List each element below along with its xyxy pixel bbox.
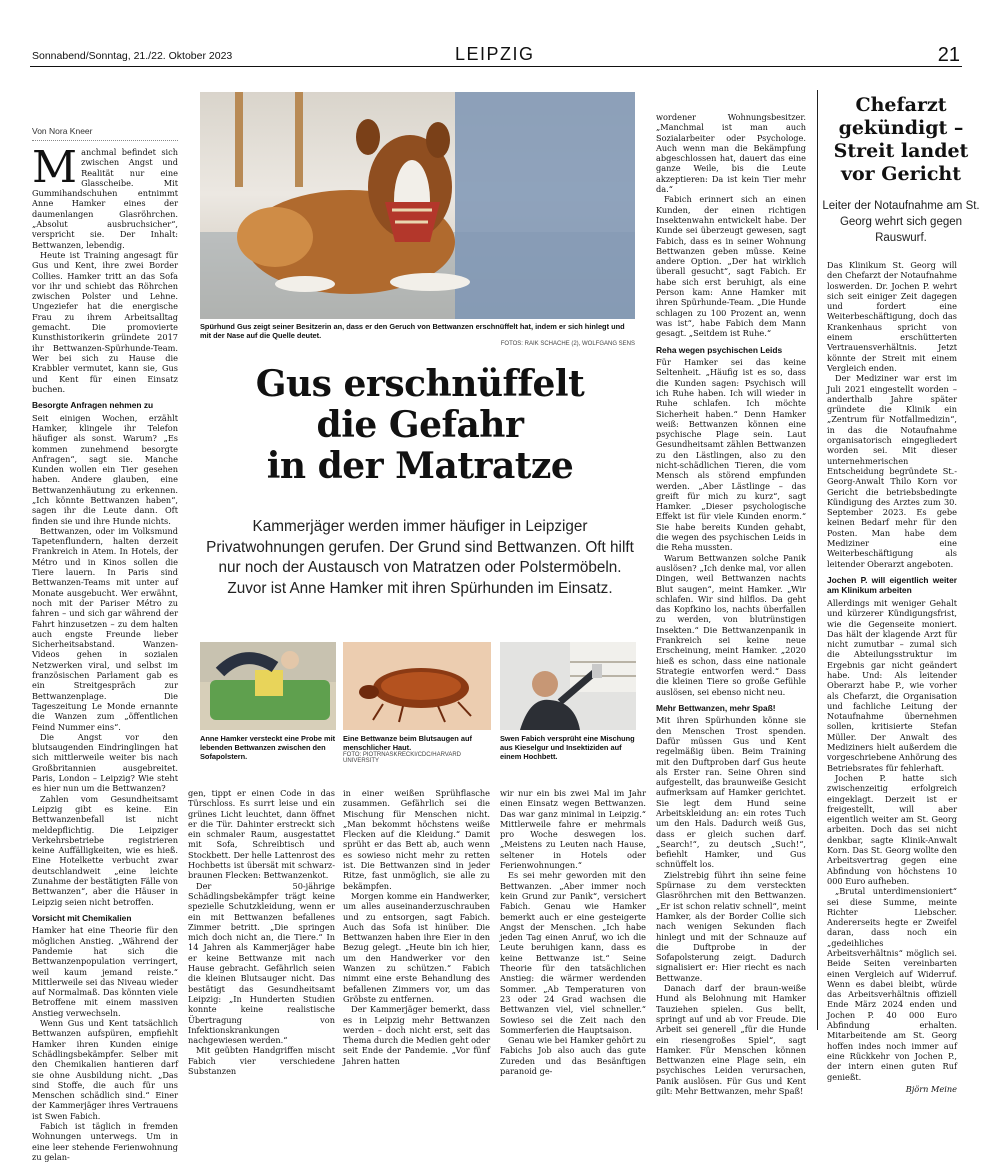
paragraph: Genau wie bei Hamker gehört zu Fabichs Job also auch das gute Zureden und das Besänftigen paranoid ge- [500,1035,646,1077]
main-photo-dog [200,92,635,319]
subheading: Vorsicht mit Chemikalien [32,912,132,923]
sidebar-headline: Chefarzt gekündigt – Streit landet vor Gericht [833,94,969,185]
author-signature: Björn Meine [905,1083,957,1094]
article-headline: Gus erschnüffelt die Gefahr in der Matratze [255,363,585,487]
article-teaser: Kammerjäger werden immer häufiger in Leipziger Privatwohnungen gerufen. Der Grund sind Bettwanzen. Oft hilft nur noch der Austausch von Matratzen oder Polstermöbeln. Zuvor ist Anne Hamker mit ihren Spürhunden im Einsatz. [206,518,634,597]
article-column-2 [188,788,335,1077]
sidebar-subhead: Leiter der Notaufnahme am St. Georg wehrt sich gegen Rauswurf. [822,200,980,244]
caption-bedbug: Eine Bettwanze beim Blutsaugen auf menschlicher Haut. FOTO: PIOTRNASKRECKI/CDC/HARVARD UNIVERSITY [343,734,493,764]
paragraph: Mit geübten Handgriffen mischt Fabich vier verschiedene Substanzen [188,1045,335,1077]
paragraph: Das Klinikum St. Georg will den Chefarzt der Notaufnahme loswerden. Dr. Jochen P. wehrt sich seit einiger Zeit dagegen und fordert eine Weiterbeschäftigung, doch das Krankenhaus spricht von einem erschütterten Vertrauensverhältnis. Jetzt könnte der Streit mit einem Vergleich enden. [827,260,957,373]
paragraph: Zahlen vom Gesundheitsamt Leipzig gibt es keine. Ein Bettwanzenbefall ist nicht meldepflichtig. Die Leipziger Verkehrsbetriebe registrieren keine Auffälligkeiten, wie es hieß. Eine Hotelkette verbucht zwar deutschlandweit „eine leichte Zunahme der bestätigten Fälle von Bettwanzen“, aber die Häuser in Leipzig seien nicht betroffen. [32,793,178,907]
paragraph: Der 50-jährige Schädlingsbekämpfer trägt keine spezielle Schutzkleidung, wenn er ein mit Bettwanzen befallenes Zimmer betritt. „Die springen mich doch nicht an, die Tiere.“ In 14 Jahren als Kammerjäger habe er keine Bettwanze mit nach Hause gebracht. Gefährlich seien die kleinen Blutsauger nicht. Das bestätigt das Gesundheitsamt Leipzig: „In Hunderten Studien konnte keine realistische Übertragung von Infektionskrankungen nachgewiesen werden.“ [188,880,335,1046]
paragraph: Es sei mehr geworden mit den Bettwanzen. „Aber immer noch kein Grund zur Panik“, versichert Fabich. Genau wie Hamker bemerkt auch er eine gesteigerte Angst der Menschen. „Ich habe jeden Tag einen Anruf, wo ich die Leute beruhigen kann, dass es keine Bettwanze ist.“ Seine Theorie für den tatsächlichen Anstieg: die wärmer werdenden Sommer. „Ab Temperaturen von 23 oder 24 Grad wachsen die Bettwanzen viel, viel schneller.“ Sowieso sei die Zeit nach den Sommerferien die Hauptsaison. [500,870,646,1035]
sofa-illustration [200,642,336,730]
paragraph: Bettwanzen, oder im Volksmund Tapetenflundern, halten derzeit Frankreich in Atem. In Hotels, der Métro und in Kinos sollen die Tiere lauern. In Paris sind Bettwanzen-Teams mit unter auf Monate ausgebucht. Wer erwähnt, noch mit der Pariser Métro zu fahren – und sich gar während der Fahrt hinzusetzen – zu dem halten auch engste Freunde lieber Sicherheitsabstand. Wanzen-Videos gehen in sozialen Netzwerken viral, und selbst im französischen Parlament gab es ein Streitgespräch zur Bettwanzenplage. Die Tageszeitung Le Monde ernannte die Wanzen zum „öffentlichen Feind Nummer eins“. [32,525,178,732]
main-photo-caption: Spürhund Gus zeigt seiner Besitzerin an, dass er den Geruch von Bettwanzen erschnüffelt hat, indem er sich hinlegt und mit der Nase auf die Quelle deutet. FOTOS: RAIK SCHACHE (2), WOLFGANG SENS [200,322,635,348]
paragraph: Fabich erinnert sich an einen Kunden, der einen richtigen Insektenwahn entwickelt habe. Der Kunde sei überzeugt gewesen, sagt Fabich, dass es in seiner Wohnung Bettwanzen geben müsse. Keine andere Option. „Der hat wirklich überall gesucht“, sagt Fabich. Er habe sich erst beruhigt, als eine Person kam: Anne Hamker mit ihren Spürhunde-Team. „Die Hunde schlagen zu 100 Prozent an, wenn was ist“, habe Fabich dem Mann gesagt. „Seitdem ist Ruhe.“ [656,194,806,339]
subheading: Mehr Bettwanzen, mehr Spaß! [656,702,776,713]
page-header [0,0,992,70]
article-column-4 [500,788,646,1077]
dog-illustration [200,92,635,319]
column-divider [817,90,818,1030]
caption-sofa: Anne Hamker versteckt eine Probe mit lebenden Bettwanzen zwischen den Sofapolstern. [200,734,336,762]
article-column-5 [656,112,806,1097]
paragraph: Für Hamker sei das keine Seltenheit. „Häufig ist es so, dass die Kunden sagen: Psychisch will ich Ruhe haben. Ich will wieder in Ruhe schlafen. Ich möchte Sicherheit haben.“ Denn Hamker weiß: Bettwanzen können eine psychische Plage sein. Laut Gesundheitsamt zählen Bettwanzen zu den Lästlingen, also zu den nicht-schädlichen Tieren, die vom Mensch als störend empfunden werden. „Aber Lästlinge – das greift für mich zu kurz“, sagt Hamker. „Dieser psychologische Effekt ist für viele Kunden enorm.“ Sie habe bereits Kunden gehabt, die wegen des psychischen Leids in die Reha mussten. [656,357,806,553]
paragraph: Der Kammerjäger bemerkt, dass es in Leipzig mehr Bettwanzen werden – doch nicht erst, seit das Thema durch die Medien geht oder seit Ende der Pandemie. „Vor fünf Jahren hatten [343,1004,491,1066]
paragraph: Manchmal befindet sich zwischen Angst und Realität nur eine Glasscheibe. Mit Gummihandschuhen entnimmt Anne Hamker eines der daumenlangen Glasröhrchen. „Absolut ausbruchsicher“, verspricht sie. Der Inhalt: Bettwanzen, lebendig. [32,142,178,250]
article-column-1 [32,126,178,1162]
article-column-3 [343,788,491,1066]
paragraph: Allerdings mit weniger Gehalt und kürzerer Kündigungsfrist, wie die Gegenseite moniert. Das hält der klagende Arzt für nicht zumutbar – zumal sich die Abteilungsstruktur im Ergebnis gar nicht geändert habe. Und: Als leitender Oberarzt habe P., wie vorher als Chefarzt, die Organisation und fachliche Leitung der Notaufnahme übernehmen sollen, kritisierte Stefan Müller. Der Anwalt des Mediziners hielt außerdem die vorgeschriebene Anhörung des Betriebsrates für fehlerhaft. [827,597,957,773]
subheading: Reha wegen psychischen Leids [656,344,783,355]
photo-credit: FOTO: PIOTRNASKRECKI/CDC/HARVARD UNIVERSITY [343,752,462,765]
paragraph: Fabich ist täglich in fremden Wohnungen unterwegs. Um in eine leer stehende Ferienwohnung zu gelan- [32,1121,178,1162]
page-number: 21 [937,44,960,66]
bedbug-illustration [343,642,491,730]
paragraph: Warum Bettwanzen solche Panik auslösen? „Ich denke mal, vor allen Dingen, weil Bettwanzen nachts Blut saugen“, meint Hamker. „Wir schlafen. Wir sind hilflos. Da geht das Kopfkino los, nachts überfallen zu werden, von blutrünstigen Insekten.“ Die Bettwanzenpanik in Frankreich sei keine neue Erscheinung, meint Hamker. „2020 hieß es schon, dass eine nationale Strategie entworfen werd.“ Dass die kleinen Tiere so große Gefühle auslösen, sei ebenso nicht neu. [656,552,806,697]
issue-date: Sonnabend/Sonntag, 21./22. Oktober 2023 [32,50,233,62]
byline: Von Nora Kneer [32,126,178,141]
caption-exterminator: Swen Fabich versprüht eine Mischung aus Kieselgur und Insektiziden auf einem Hochbett. [500,734,635,762]
paragraph: „Brutal unterdimensioniert“ sei diese Summe, meinte Richter Liebscher. Andererseits hegte er Zweifel daran, dass noch ein „gedeihliches Arbeitsverhältnis“ möglich sei. Beide Seiten vereinbarten einen Vergleich auf Widerruf. Wenn es dabei bleibt, würde das Arbeitsverhältnis offiziell Ende März 2024 enden und Jochen P. 40 000 Euro Abfindung erhalten. Mitarbeitende am St. Georg hoffen indes noch immer auf eine Rückkehr von Jochen P., der intern einen guten Ruf genießt. [827,886,957,1082]
photo-credit: FOTOS: RAIK SCHACHE (2), WOLFGANG SENS [500,341,635,348]
paragraph: in einer weißen Sprühflasche zusammen. Gefährlich sei die Mischung für Menschen nicht. „Man bekommt höchstens weiße Flecken auf die Kleidung.“ Damit sprüht er das Bett ab, auch wenn es sowieso nicht mehr zu retten ist. Die Bettwanzen sind in jeder Ritze, fast unmöglich, sie alle zu bekämpfen. [343,788,490,891]
paragraph: gen, tippt er einen Code in das Türschloss. Es surrt leise und ein grünes Licht leuchtet, dann öffnet er die Tür. Dahinter erstreckt sich ein schmaler Raum, ausgestattet mit Sofa, Schreibtisch und Stockbett. Der helle Lattenrost des Hochbetts ist übersät mit schwarz-braunen Flecken: Bettwanzenkot. [188,788,335,881]
paragraph: Wenn Gus und Kent tatsächlich Bettwanzen aufspüren, empfiehlt Hamker ihren Kunden einige Schädlingsbekämpfer. Selber mit den Chemikalien hantieren darf sie ohne Ausbildung nicht. „Das sind Stoffe, die auch für uns Menschen schädlich sind.“ Einer der Kammerjäger ihres Vertrauens ist Swen Fabich. [32,1018,178,1121]
drop-cap: M [32,142,78,193]
paragraph: Zielstrebig führt ihn seine feine Spürnase zu dem versteckten Glasröhrchen mit den Bettwanzen. „Er ist schon relativ schnell“, meint Hamker, als der Border Collie sich nach wenigen Sekunden flach hinlegt und mit der Schnauze auf die Duftprobe in der Sofapolsterung zeigt. Dadurch signalisiert er: Hier riecht es nach Bettwanze. [656,869,806,983]
paragraph: Heute ist Training angesagt für Gus und Kent, ihre zwei Border Collies. Hamker tritt an das Sofa vor ihr und schiebt das Röhrchen zwischen Polster und Lehne. Ungeziefer hat die energische Frau zu ihrem Arbeitsalltag gemacht. Die promovierte Kunsthistorikerin gründete 2017 ihr Bettwanzen-Spürhunde-Team. Wer bei sich zu Hause die Krabbler vermutet, kann sie, Gus und Kent für einen Einsatz buchen. [32,249,178,394]
paragraph: Die Angst vor den blutsaugenden Eindringlingen hat sich mittlerweile weiter bis nach Großbritannien ausgebreitet. Paris, London – Leipzig? Wie steht es hier nun um die Bettwanzen? [32,731,178,794]
exterminator-illustration [500,642,636,730]
sidebar-column [827,260,957,1094]
paragraph: Mit ihren Spürhunden könne sie den Menschen Trost spenden. Dafür müssen Gus und Kent regelmäßig üben. Beim Training mit den Duftproben darf Gus heute als Erster ran. Seine Ohren sind aufgestellt, das braunweiße Gesicht aufmerksam auf Hamker gerichtet. Sie legt dem Hund seine Arbeitskleidung an: ein rotes Tuch um den Hals. Dadurch weiß Gus, dass er gleich suchen darf. „Search!“, zu deutsch „Such!“, befiehlt Hamker, und Gus schnüffelt los. [656,715,806,870]
paragraph: Morgen komme ein Handwerker, um alles auseinanderzuschrauben und zu entsorgen, sagt Fabich. Auch das Sofa ist hinüber. Die Bettwanzen haben ihre Eier in den Bezug gelegt. „Heute bin ich hier, um den Handwerker vor den Wanzen zu schützen.“ Fabich nimmt eine erste Behandlung des befallenen Zimmers vor, um das Gröbste zu entfernen. [343,890,490,1004]
paragraph: Hamker hat eine Theorie für den möglichen Anstieg. „Während der Pandemie hat sich die Bettwanzenpopulation verringert, weil kaum jemand reiste.“ Mittlerweile sei das Niveau wieder auf Normalmaß. Das könnten viele Betroffene mit einem massiven Anstieg verwechseln. [32,925,178,1018]
photo-exterminator [500,642,636,730]
paragraph: Seit einigen Wochen, erzählt Hamker, klingele ihr Telefon häufiger als sonst. Warum? „Es kommen zunehmend besorgte Anfragen“, sagt sie. Manche Kunden wollen ein Tier gesehen haben. Andere glauben, eine Bettwanzenhäutung zu erkennen. „Ich könnte Bettwanzen haben“, sagen ihr die Leute dann. Oft finden sie und ihre Hunde nichts. [32,412,178,526]
paragraph: Danach darf der braun-weiße Hund als Belohnung mit Hamker Tauziehen spielen. Gus bellt, springt auf und ab vor Freude. Die Arbeit sei generell „für die Hunde ein riesengroßes Spiel“, sagt Hamker. Für Menschen können Bettwanzen eine Plage sein, ein psychisches Leiden verursachen, Panik auslösen. Für Gus und Kent gilt: Mehr Bettwanzen, mehr Spaß! [656,983,806,1097]
paragraph: wordener Wohnungsbesitzer. „Manchmal ist man auch Sozialarbeiter oder Psychologe. Auch wenn man die Bekämpfung abgeschlossen hat, dauert das eine ganze Weile, bis die Leute akzeptieren: Da ist kein Tier mehr da.“ [656,112,806,195]
header-rule [30,66,962,67]
photo-sofa [200,642,336,730]
section-title: LEIPZIG [455,44,535,64]
subheading: Besorgte Anfragen nehmen zu [32,400,154,411]
photo-bedbug [343,642,491,730]
paragraph: Jochen P. hatte sich zwischenzeitig erfolgreich eingeklagt. Derzeit ist er freigestellt, will aber eigentlich weiter am St. Georg arbeiten. Doch das sei nicht denkbar, sagte Klinik-Anwalt Korn. Das St. Georg wollte den Arbeitsvertrag gegen eine Abfindung von höchstens 10 000 Euro aufheben. [827,772,957,886]
paragraph: wir nur ein bis zwei Mal im Jahr einen Einsatz wegen Bettwanzen. Das war ganz minimal in Leipzig.“ Mittlerweile fahre er mehrmals pro Woche deswegen los. „Meistens zu Leuten nach Hause, seltener in Hotels oder Ferienwohnungen.“ [500,788,646,871]
subheading: Jochen P. will eigentlich weiter am Klinikum arbeiten [827,574,957,596]
paragraph: Der Mediziner war erst im Juli 2021 eingestellt worden – anderthalb Jahre später gründete die Klinik ein „Zentrum für Notfallmedizin“, in das die Notaufnahme organisatorisch eingegliedert worden sei. Mit dieser unternehmerischen Entscheidung begründete St.-Georg-Anwalt Thilo Korn vor Gericht die betriebsbedingte Kündigung des Arztes zum 30. September 2023. Es gebe keinen Bedarf mehr für den Posten. Man habe dem Mediziner eine Weiterbeschäftigung als leitender Oberarzt angeboten. [827,373,957,569]
